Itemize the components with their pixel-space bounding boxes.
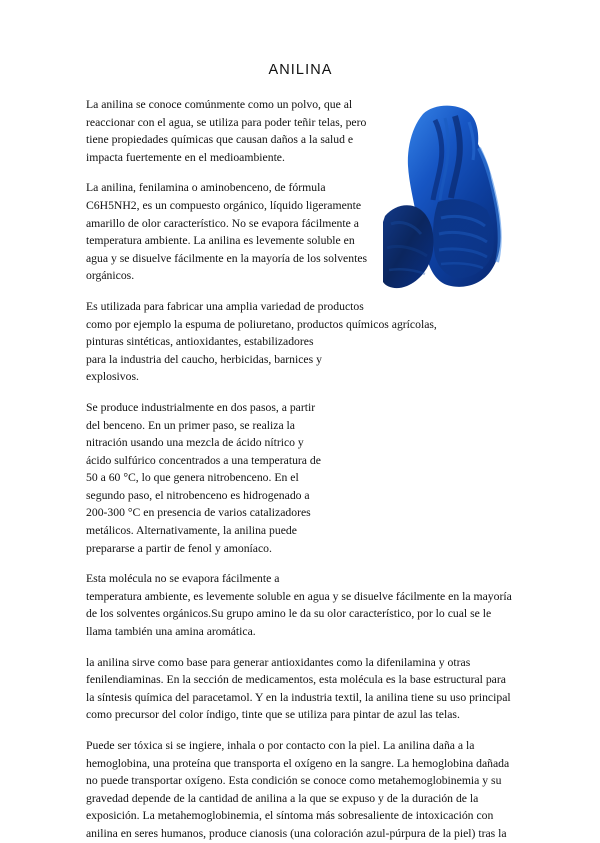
paragraph-3-line-4: explosivos.	[86, 370, 139, 384]
paragraph-3-line-2: pinturas sintéticas, antioxidantes, estabilizadores	[86, 335, 314, 349]
aniline-pigment-illustration-svg	[383, 98, 515, 298]
paragraph-6	[86, 654, 515, 724]
paragraph-7	[86, 737, 515, 843]
paragraph-4-line-9: prepararse a partir de fenol y amoníaco.	[86, 541, 272, 555]
paragraph-5	[86, 570, 515, 640]
paragraph-3-line-1: Es utilizada para fabricar una amplia variedad de productos como por ejemplo la espuma de poliuretano, productos químicos agrícolas,	[86, 299, 437, 331]
paragraph-4-line-7: 200-300 °C en presencia de varios catalizadores	[86, 506, 311, 520]
paragraph-1-line-1: La anilina se conoce comúnmente como un polvo, que al reaccionar con el agua, se utiliza para poder teñir telas, pero tiene propiedades químicas que causan daños a la salud e impacta fuertemente en el medioambiente.	[86, 98, 367, 164]
paragraph-4-line-2: del benceno. En un primer paso, se realiza la	[86, 418, 295, 432]
paragraph-2-line-1: La anilina, fenilamina o aminobenceno, de fórmula C6H5NH2, es un compuesto orgánico, líquido ligeramente amarillo de olor característico. No se evapora fácilmente a temperatura ambiente. La anilina es levemente soluble en agua y se disuelve fácilmente en la mayoría de los solventes orgánicos.	[86, 181, 368, 283]
page-title: ANILINA	[268, 62, 333, 78]
paragraph-3-line-3: para la industria del caucho, herbicidas, barnices y	[86, 352, 322, 366]
paragraph-4	[86, 399, 515, 557]
paragraph-4-line-8: metálicos. Alternativamente, la anilina puede	[86, 524, 297, 538]
paragraph-4-line-5: 50 a 60 °C, lo que genera nitrobenceno. En el	[86, 471, 299, 485]
paragraph-4-line-6: segundo paso, el nitrobenceno es hidrogenado a	[86, 488, 310, 502]
paragraph-4-line-1: Se produce industrialmente en dos pasos, a partir	[86, 400, 316, 414]
paragraph-5-line-2: temperatura ambiente, es levemente soluble en agua y se disuelve fácilmente en la mayoría de los solventes orgánicos.Su grupo amino le da su olor característico, por lo cual se le llama también una amina aromática.	[86, 589, 512, 639]
paragraph-3	[86, 298, 515, 386]
paragraph-6-line-1: la anilina sirve como base para generar antioxidantes como la difenilamina y otras fenilendiaminas. En la sección de medicamentos, esta molécula es la base estructural para la síntesis química del paracetamol. Y en la industria textil, la anilina tiene su uso principal como precursor del color índigo, tinte que se utiliza para pintar de azul las telas.	[86, 655, 511, 722]
aniline-pigment-image	[383, 98, 515, 298]
paragraph-5-line-1: Esta molécula no se evapora fácilmente a	[86, 572, 280, 586]
pigment-chunk-facet	[433, 199, 494, 278]
paragraph-4-line-4: ácido sulfúrico concentrados a una temperatura de	[86, 453, 321, 467]
paragraph-7-line-1: Puede ser tóxica si se ingiere, inhala o por contacto con la piel. La anilina daña a la hemoglobina, una proteína que transporta el oxígeno en la sangre. La hemoglobina dañada no puede transportar oxígeno. Esta condición se conoce como metahemoglobinemia y su gravedad depende de la cantidad de anilina a la que se expuso y de la duración de la exposición. La metahemoglobinemia, el síntoma más sobresaliente de intoxicación con anilina en seres humanos, produce cianosis (una coloración azul-púrpura de la piel) tras la	[86, 739, 510, 840]
paragraph-4-line-3: nitración usando una mezcla de ácido nítrico y	[86, 436, 304, 450]
